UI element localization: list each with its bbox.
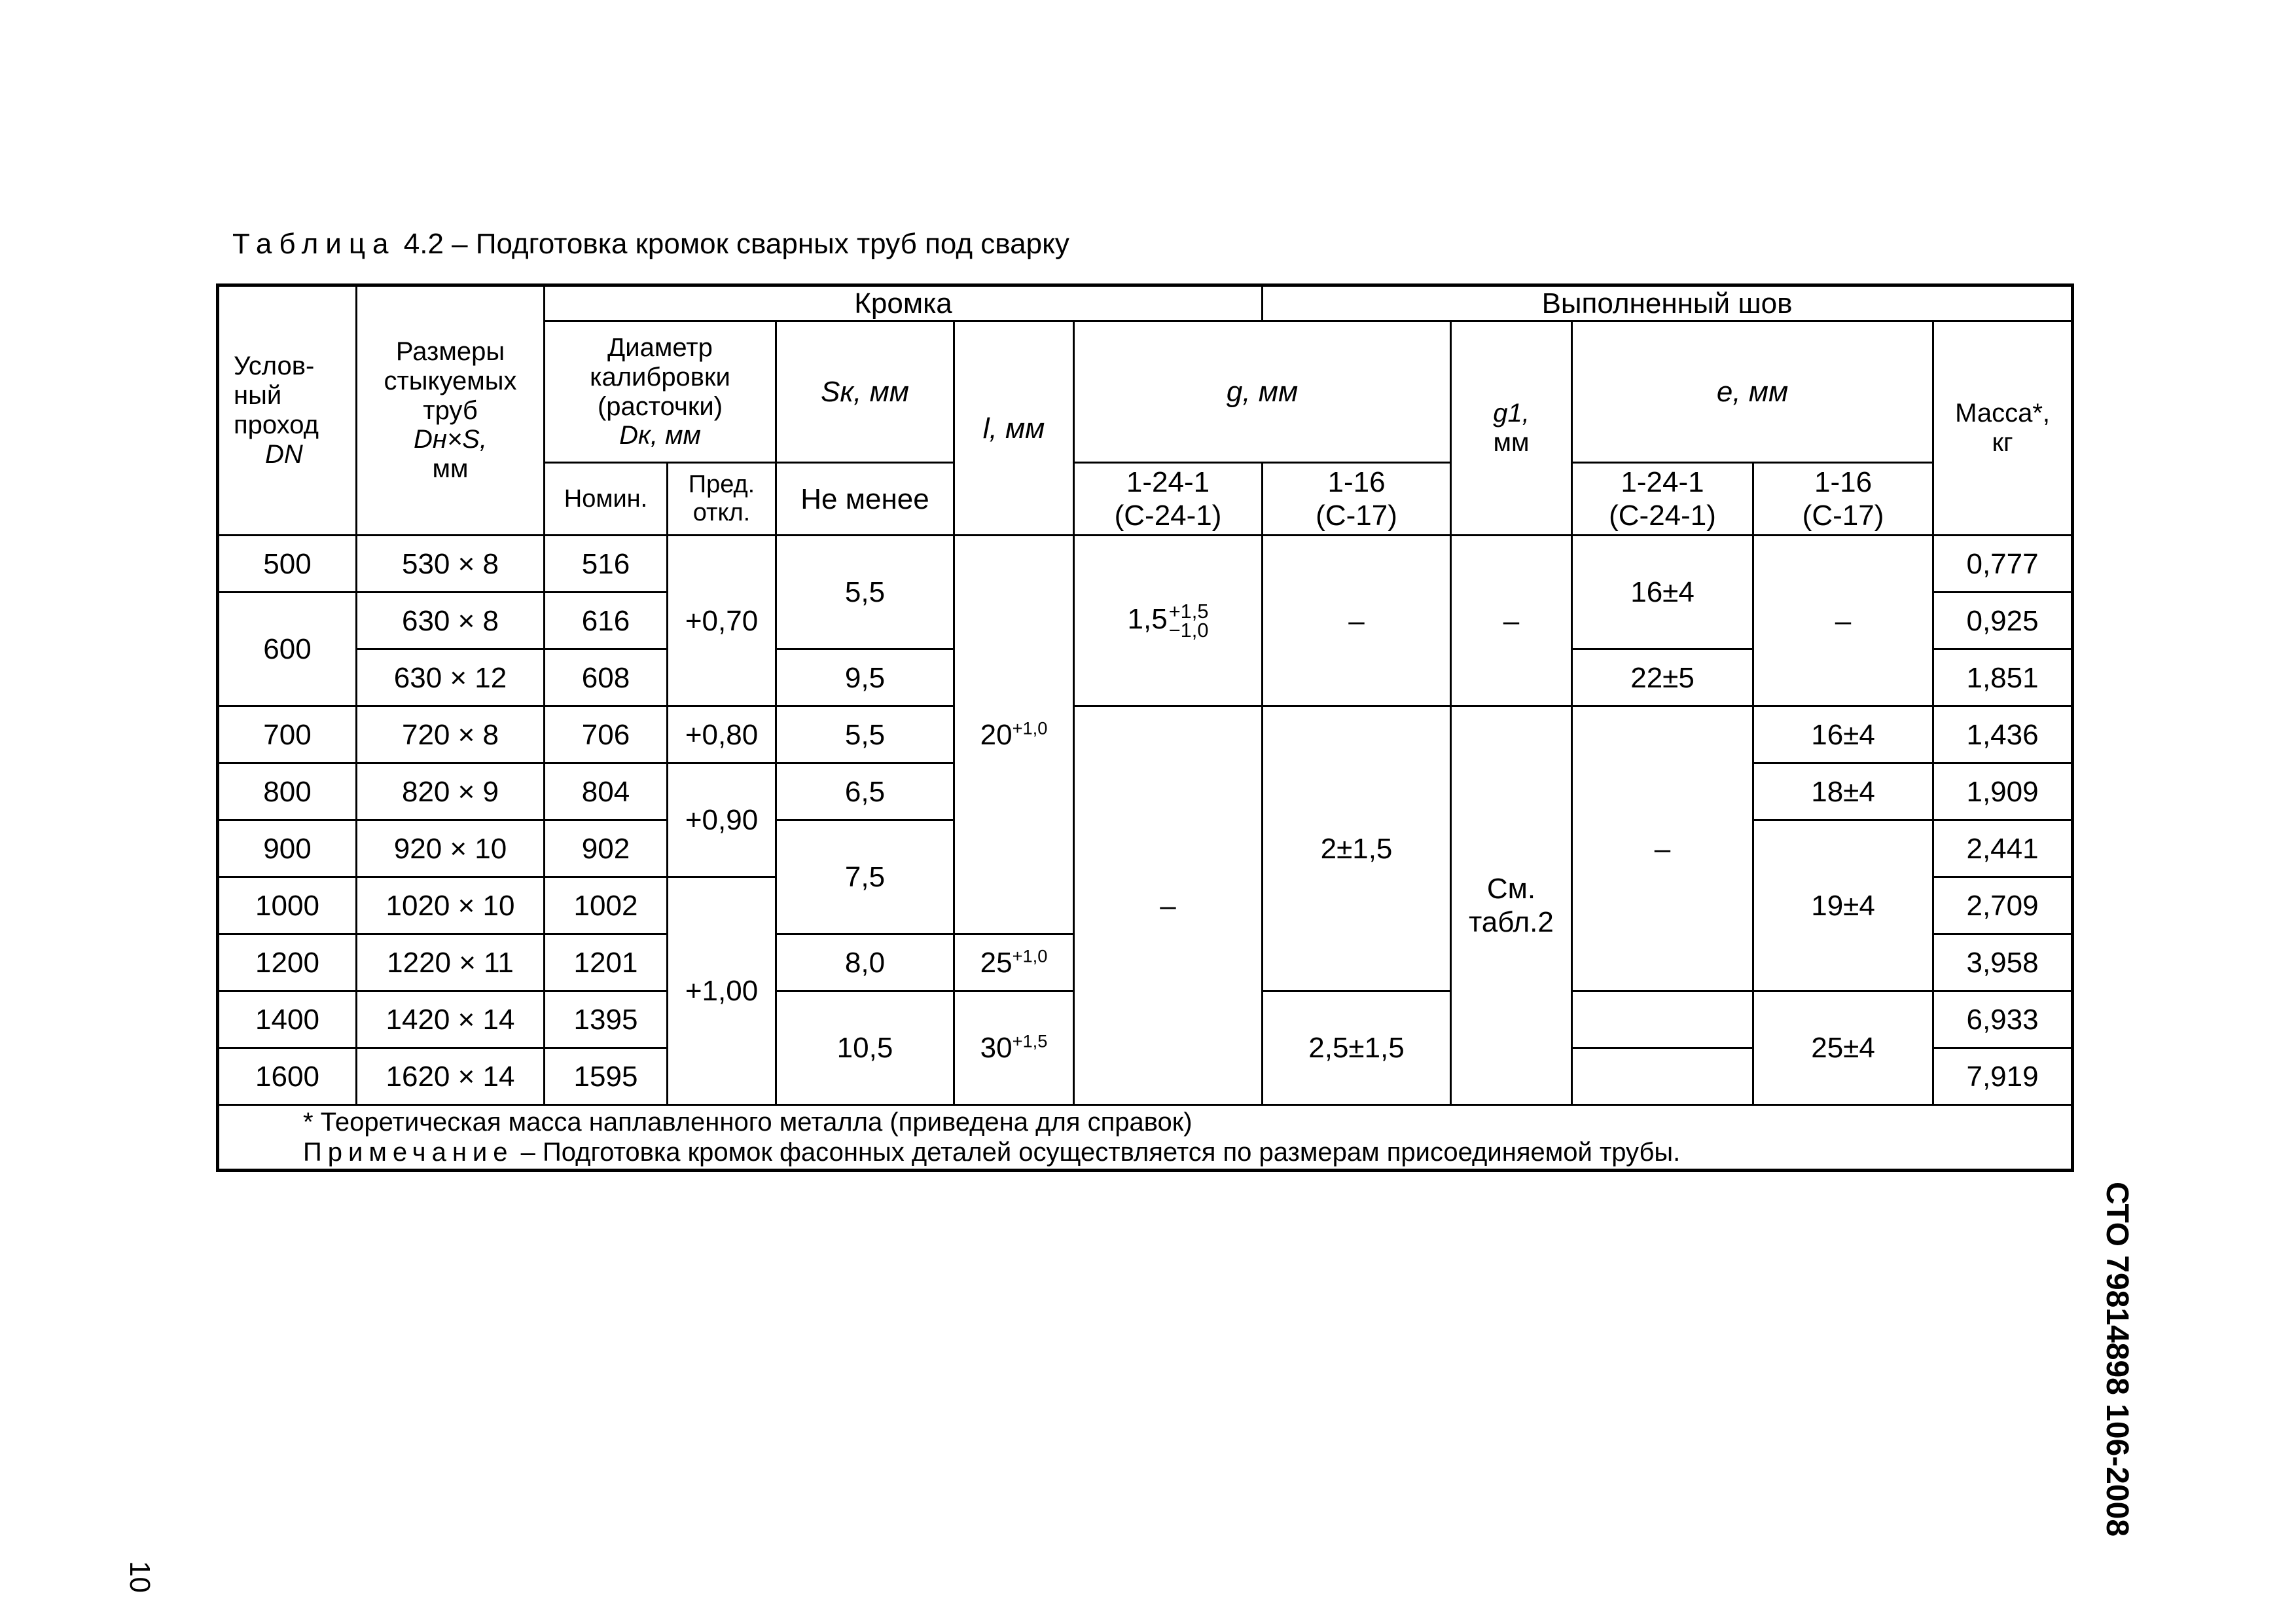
page-number: 10 xyxy=(124,1561,156,1593)
header-calibration-diameter: Диаметр калибровки (расточки) Dк, мм xyxy=(545,321,776,463)
cell-dn: 700 xyxy=(218,706,357,763)
cell-l: $30^{+1,5}$ xyxy=(954,991,1074,1105)
cell-sk: 5,5 xyxy=(776,706,954,763)
cell-sk: 7,5 xyxy=(776,820,954,934)
cell-pipe: 630 × 8 xyxy=(357,593,545,649)
header-mass: Масса*, кг xyxy=(1933,321,2073,536)
header-nominal: Номин. xyxy=(545,463,668,536)
cell-pipe: 920 × 10 xyxy=(357,820,545,877)
cell-pipe: 630 × 12 xyxy=(357,649,545,706)
cell-mass: 6,933 xyxy=(1933,991,2073,1048)
cell-nominal: 902 xyxy=(545,820,668,877)
cell-e-c24: – xyxy=(1572,706,1753,991)
cell-pipe: 820 × 9 xyxy=(357,763,545,820)
header-l: l, мм xyxy=(954,321,1074,536)
cell-nominal: 1201 xyxy=(545,934,668,991)
cell-pipe: 720 × 8 xyxy=(357,706,545,763)
cell-dn: 1400 xyxy=(218,991,357,1048)
header-tolerance: Пред. откл. xyxy=(668,463,776,536)
cell-l: $20^{+1,0}$ xyxy=(954,536,1074,934)
cell-mass: 1,909 xyxy=(1933,763,2073,820)
cell-mass: 2,709 xyxy=(1933,877,2073,934)
cell-nominal: 706 xyxy=(545,706,668,763)
cell-dn: 1600 xyxy=(218,1048,357,1105)
cell-dn: 1200 xyxy=(218,934,357,991)
cell-g-c17: 2±1,5 xyxy=(1263,706,1451,991)
cell-sk: 10,5 xyxy=(776,991,954,1105)
cell-e-c24 xyxy=(1572,991,1753,1048)
cell-e-c24: 22±5 xyxy=(1572,649,1753,706)
cell-e-c17: 19±4 xyxy=(1753,820,1933,991)
caption-text: 4.2 – Подготовка кромок сварных труб под сварку xyxy=(403,228,1069,260)
header-not-less: Не менее xyxy=(776,463,954,536)
cell-tolerance: +0,90 xyxy=(668,763,776,877)
cell-sk: 9,5 xyxy=(776,649,954,706)
cell-nominal: 1002 xyxy=(545,877,668,934)
cell-l: $25^{+1,0}$ xyxy=(954,934,1074,991)
header-g: g, мм xyxy=(1074,321,1451,463)
cell-tolerance: +1,00 xyxy=(668,877,776,1105)
cell-pipe: 530 × 8 xyxy=(357,536,545,593)
cell-nominal: 516 xyxy=(545,536,668,593)
note-text: – Подготовка кромок фасонных деталей осуществляется по размерам присоединяемой трубы. xyxy=(513,1138,1681,1167)
note-label: Примечание xyxy=(303,1138,514,1167)
cell-dn: 1000 xyxy=(218,877,357,934)
header-g-c24: 1-24-1 (С-24-1) xyxy=(1074,463,1263,536)
cell-e-c24: 16±4 xyxy=(1572,536,1753,649)
cell-g-c24: 1,5 +1,5 −1,0 xyxy=(1074,536,1263,706)
cell-e-c24 xyxy=(1572,1048,1753,1105)
cell-sk: 5,5 xyxy=(776,536,954,649)
cell-e-c17: 16±4 xyxy=(1753,706,1933,763)
cell-dn: 800 xyxy=(218,763,357,820)
header-seam: Выполненный шов xyxy=(1263,285,2073,321)
cell-dn: 500 xyxy=(218,536,357,593)
table-notes xyxy=(218,1105,2073,1171)
header-sk: Sк, мм xyxy=(776,321,954,463)
header-g-c17: 1-16 (С-17) xyxy=(1263,463,1451,536)
header-e-c24: 1-24-1 (С-24-1) xyxy=(1572,463,1753,536)
cell-g-c17: 2,5±1,5 xyxy=(1263,991,1451,1105)
cell-dn: 900 xyxy=(218,820,357,877)
header-e-c17: 1-16 (С-17) xyxy=(1753,463,1933,536)
cell-pipe: 1620 × 14 xyxy=(357,1048,545,1105)
cell-sk: 8,0 xyxy=(776,934,954,991)
cell-g-c17: – xyxy=(1263,536,1451,706)
cell-nominal: 616 xyxy=(545,593,668,649)
cell-sk: 6,5 xyxy=(776,763,954,820)
cell-tolerance: +0,80 xyxy=(668,706,776,763)
cell-g1: – xyxy=(1451,536,1572,706)
header-pipe-size: Размеры стыкуемых труб Dн×S, мм xyxy=(357,285,545,536)
cell-mass: 7,919 xyxy=(1933,1048,2073,1105)
cell-pipe: 1420 × 14 xyxy=(357,991,545,1048)
cell-mass: 2,441 xyxy=(1933,820,2073,877)
cell-mass: 1,851 xyxy=(1933,649,2073,706)
table-caption xyxy=(232,228,1069,261)
header-kromka: Кромка xyxy=(545,285,1263,321)
caption-label: Таблица xyxy=(232,228,396,260)
cell-e-c17: – xyxy=(1753,536,1933,706)
header-g1: g1, мм xyxy=(1451,321,1572,536)
cell-dn: 600 xyxy=(218,593,357,706)
cell-e-c17: 18±4 xyxy=(1753,763,1933,820)
cell-nominal: 1395 xyxy=(545,991,668,1048)
cell-tolerance: +0,70 xyxy=(668,536,776,706)
cell-mass: 0,777 xyxy=(1933,536,2073,593)
cell-mass: 3,958 xyxy=(1933,934,2073,991)
cell-g-c24: – xyxy=(1074,706,1263,1105)
cell-nominal: 608 xyxy=(545,649,668,706)
footnote-mass: * Теоретическая масса наплавленного металла (приведена для справок) xyxy=(303,1108,1193,1137)
cell-pipe: 1020 × 10 xyxy=(357,877,545,934)
cell-mass: 0,925 xyxy=(1933,593,2073,649)
document-code: СТО 79814898 106-2008 xyxy=(2100,1182,2134,1537)
cell-nominal: 804 xyxy=(545,763,668,820)
cell-e-c17: 25±4 xyxy=(1753,991,1933,1105)
cell-mass: 1,436 xyxy=(1933,706,2073,763)
header-e: е, мм xyxy=(1572,321,1933,463)
cell-g1: См. табл.2 xyxy=(1451,706,1572,1105)
header-dn: Услов- ный проход DN xyxy=(218,285,357,536)
edge-preparation-table xyxy=(216,283,2074,1172)
cell-pipe: 1220 × 11 xyxy=(357,934,545,991)
cell-nominal: 1595 xyxy=(545,1048,668,1105)
